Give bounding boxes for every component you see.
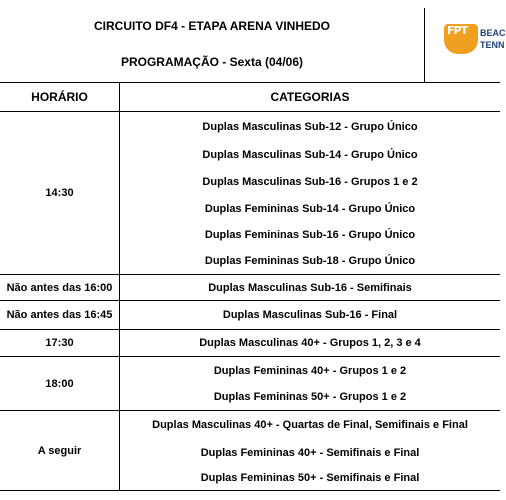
category-row: Duplas Femininas Sub-14 - Grupo Único (204, 202, 416, 215)
category-row: Duplas Masculinas Sub-14 - Grupo Único (202, 148, 418, 161)
column-header-time: HORÁRIO (31, 90, 88, 104)
time-slot-6: A seguir (37, 444, 82, 457)
category-row: Duplas Masculinas Sub-16 - Final (222, 309, 398, 321)
time-slot-4: 17:30 (45, 337, 74, 349)
event-title: CIRCUITO DF4 - ETAPA ARENA VINHEDO (93, 19, 330, 33)
category-row: Duplas Masculinas 40+ - Quartas de Final, Semifinais e Final (152, 419, 468, 431)
time-slot-3: Não antes das 16:45 (6, 309, 113, 321)
rule-header-logo-divider (424, 8, 425, 82)
time-slot-2: Não antes das 16:00 (6, 281, 113, 294)
category-row: Duplas Masculinas 40+ - Grupos 1, 2, 3 e 4 (199, 337, 421, 349)
category-row: Duplas Femininas 50+ - Grupos 1 e 2 (213, 391, 407, 403)
category-row: Duplas Femininas Sub-16 - Grupo Único (204, 229, 416, 241)
logo-text-line1: BEAC (480, 28, 506, 38)
category-row: Duplas Femininas Sub-18 - Grupo Único (204, 255, 416, 267)
category-row: Duplas Masculinas Sub-16 - Semifinais (208, 281, 412, 294)
logo-text-line2: TENN (480, 40, 505, 50)
schedule-subtitle: PROGRAMAÇÃO - Sexta (04/06) (120, 55, 304, 69)
column-header-categories: CATEGORIAS (270, 90, 350, 104)
time-slot-5: 18:00 (45, 377, 74, 390)
category-row: Duplas Masculinas Sub-16 - Grupos 1 e 2 (202, 175, 418, 188)
category-row: Duplas Femininas 40+ - Semifinais e Final (200, 446, 420, 459)
logo-mark: FPT (447, 24, 468, 37)
category-row: Duplas Femininas 40+ - Grupos 1 e 2 (213, 364, 407, 377)
category-row: Duplas Femininas 50+ - Semifinais e Final (200, 472, 420, 484)
category-row: Duplas Masculinas Sub-12 - Grupo Único (202, 121, 418, 133)
rule-table-bottom (0, 490, 500, 491)
fpt-beach-tennis-logo (444, 20, 506, 56)
time-slot-1: 14:30 (45, 187, 74, 199)
